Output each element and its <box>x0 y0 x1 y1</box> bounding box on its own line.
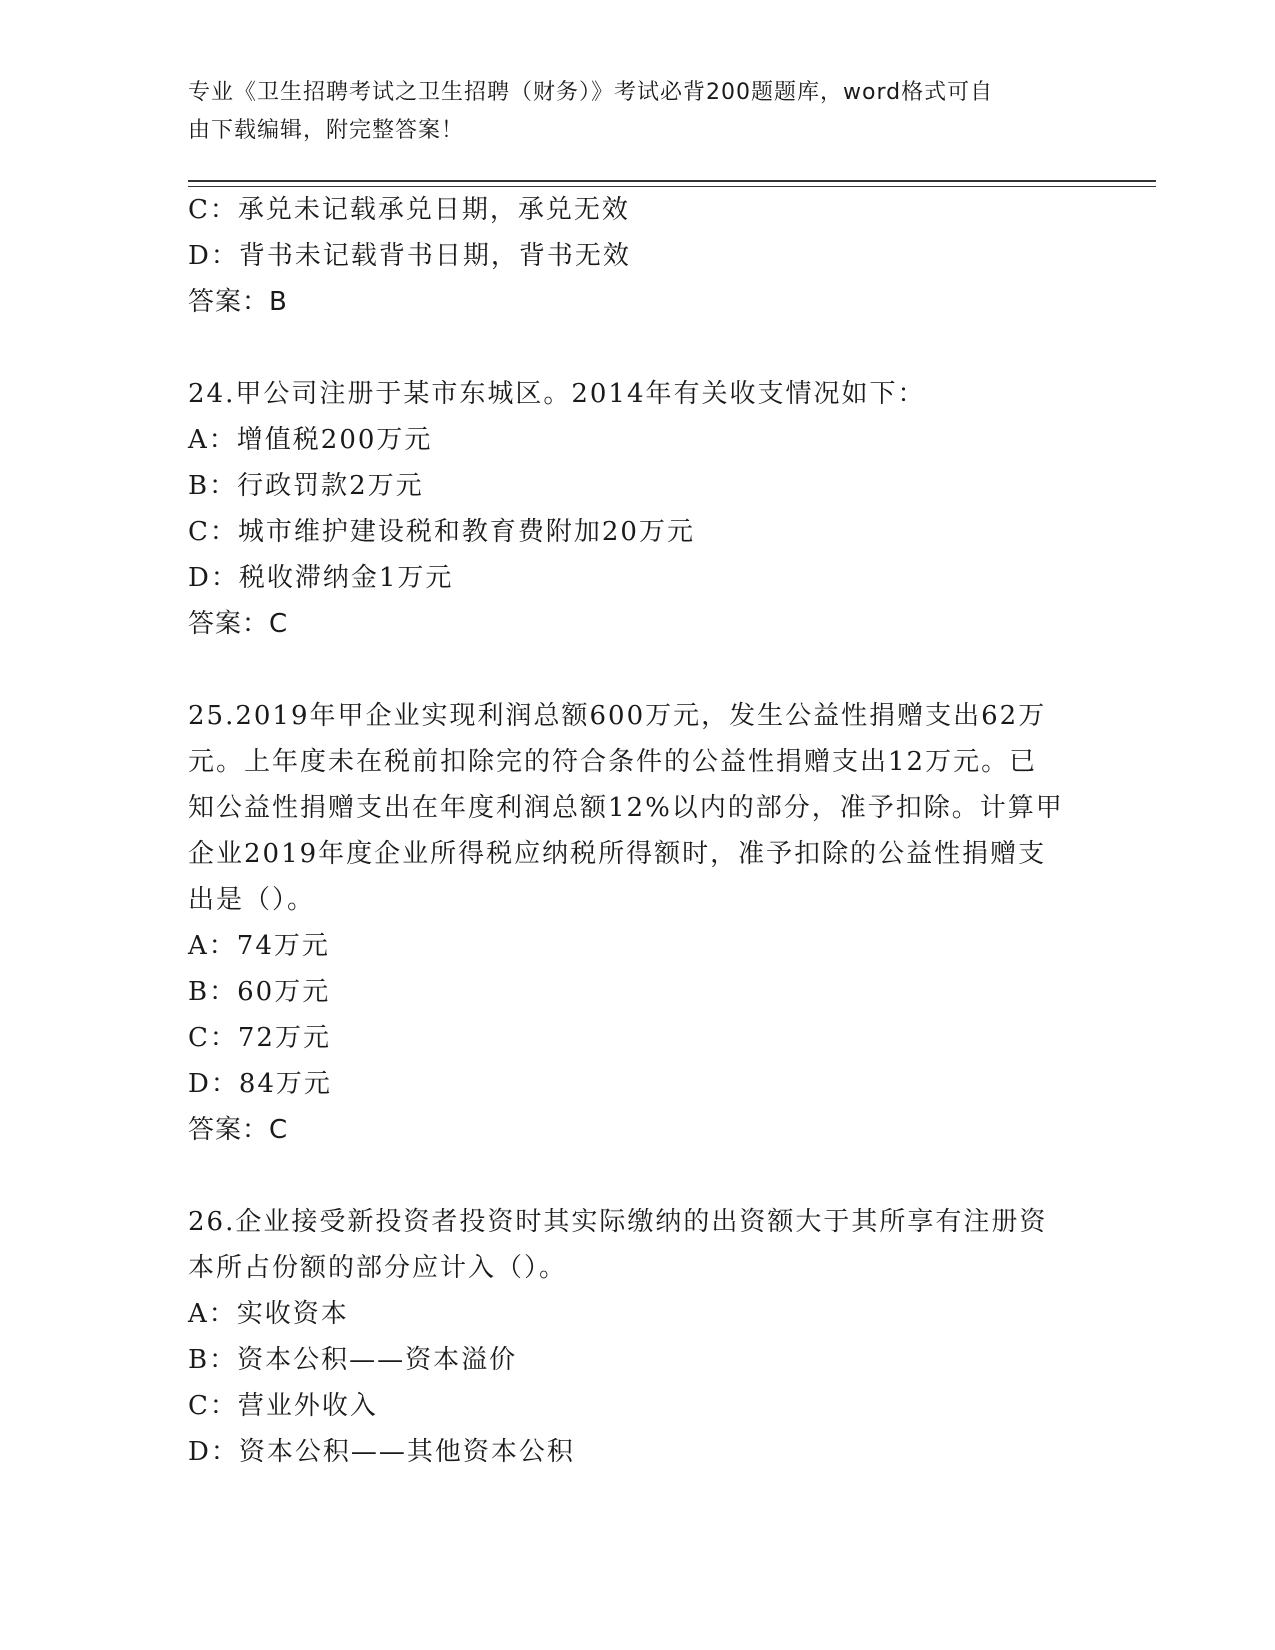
option-b: B：行政罚款2万元 <box>188 471 424 501</box>
option-c: C：72万元 <box>188 1023 331 1053</box>
header-line-1: 专业《卫生招聘考试之卫生招聘（财务）》考试必背200题题库，word格式可自 <box>188 80 994 105</box>
option-c: C：城市维护建设税和教育费附加20万元 <box>188 517 695 547</box>
question-26-text: 26.企业接受新投资者投资时其实际缴纳的出资额大于其所享有注册资 <box>188 1207 1048 1237</box>
spacer <box>188 647 1088 693</box>
question-25-text: 25.2019年甲企业实现利润总额600万元，发生公益性捐赠支出62万 <box>188 701 1047 731</box>
option-d: D：84万元 <box>188 1069 332 1099</box>
option-a: A：增值税200万元 <box>188 425 433 455</box>
option-a: A：74万元 <box>188 931 330 961</box>
spacer <box>188 1153 1088 1199</box>
question-25-text: 元。上年度未在税前扣除完的符合条件的公益性捐赠支出12万元。已 <box>188 747 1038 777</box>
option-c: C：营业外收入 <box>188 1391 378 1421</box>
option-a: A：实收资本 <box>188 1299 349 1329</box>
answer-line: 答案：C <box>188 1115 289 1145</box>
page-header <box>188 74 1068 150</box>
header-divider <box>188 180 1156 182</box>
question-25-text: 知公益性捐赠支出在年度利润总额12%以内的部分，准予扣除。计算甲 <box>188 793 1064 823</box>
question-24-text: 24.甲公司注册于某市东城区。2014年有关收支情况如下： <box>188 379 926 409</box>
option-d: D：税收滞纳金1万元 <box>188 563 454 593</box>
answer-line: 答案：C <box>188 609 289 639</box>
question-content <box>188 187 1088 1475</box>
option-d: D：资本公积——其他资本公积 <box>188 1437 575 1467</box>
option-b: B：资本公积——资本溢价 <box>188 1345 518 1375</box>
option-d: D：背书未记载背书日期，背书无效 <box>188 241 631 271</box>
header-line-2: 由下载编辑，附完整答案！ <box>188 118 465 143</box>
spacer <box>188 325 1088 371</box>
option-b: B：60万元 <box>188 977 331 1007</box>
option-c: C：承兑未记载承兑日期，承兑无效 <box>188 195 630 225</box>
question-25-text: 出是（）。 <box>188 885 316 915</box>
question-26-text: 本所占份额的部分应计入（）。 <box>188 1253 568 1283</box>
question-25-text: 企业2019年度企业所得税应纳税所得额时，准予扣除的公益性捐赠支 <box>188 839 1047 869</box>
answer-line: 答案：B <box>188 287 288 317</box>
